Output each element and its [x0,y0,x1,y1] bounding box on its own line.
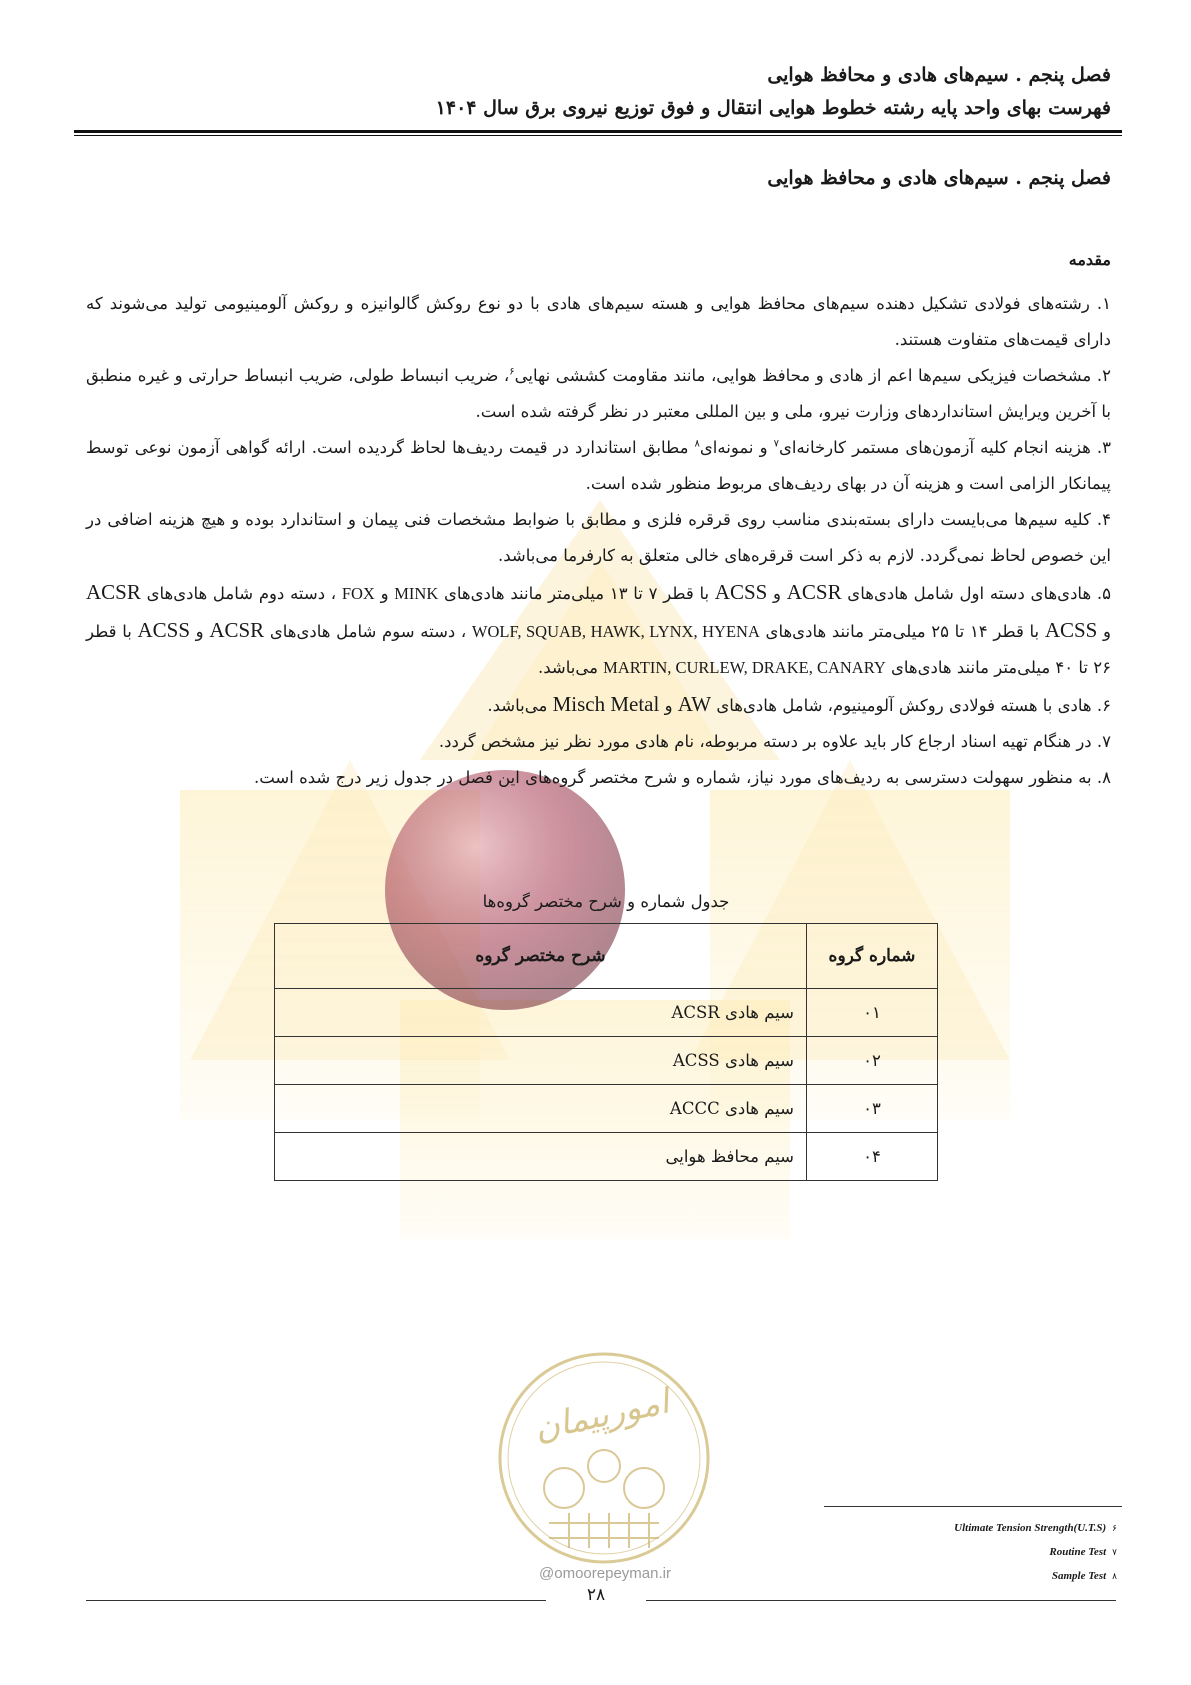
chapter-title: فصل پنجم . سیم‌های هادی و محافظ هوایی [767,167,1111,189]
intro-heading: مقدمه [1068,250,1111,269]
running-header-title: فهرست بهای واحد پایه رشته خطوط هوایی انتقال و فوق توزیع نیروی برق سال ۱۴۰۴ [435,97,1111,119]
footnote-rule [824,1506,1122,1507]
group-number: ۰۳ [807,1085,938,1133]
paragraph-2: ۲. مشخصات فیزیکی سیم‌ها اعم از هادی و محافظ هوایی، مانند مقاومت کششی نهایی$^۶$، ضریب انبساط طولی، ضریب انبساط حرارتی و غیره منطبق با آخرین ویرایش استانداردهای وزارت نیرو، ملی و بین المللی معتبر در نظر گرفته شده است. [86,366,1111,421]
footnote: Ultimate Tension Strength(U.T.S) ۶ [954,1522,1117,1534]
intro-paragraphs [86,286,1111,796]
table-row [275,1085,938,1133]
table-row [275,1037,938,1085]
paragraph-6: ۶. هادی با هسته فولادی روکش آلومینیوم، شامل هادی‌های AW و Misch Metal می‌باشد. [487,692,1111,716]
footer-rule-right [646,1600,1116,1601]
page-number: ۲۸ [586,1585,606,1605]
table-row [275,989,938,1037]
header-rule-thick [74,130,1122,133]
group-description: سیم محافظ هوایی [275,1133,807,1181]
footer-rule-left [86,1600,546,1601]
footnote-ref: ۶ [509,366,515,378]
paragraph-1: ۱. رشته‌های فولادی تشکیل دهنده سیم‌های محافظ هوایی و هسته سیم‌های هادی با دو نوع روکش گالوانیزه و روکش آلومینیومی تولید می‌شوند که دارای قیمت‌های متفاوت هستند. [86,294,1111,349]
table-row [275,1133,938,1181]
footnote-ref: ۷ [773,438,780,450]
group-number: ۰۲ [807,1037,938,1085]
header-rule-thin [74,135,1122,136]
footnotes [954,1516,1117,1588]
running-header-chapter: فصل پنجم . سیم‌های هادی و محافظ هوایی [767,64,1111,86]
paragraph-5: ۵. هادی‌های دسته اول شامل هادی‌های ACSR و ACSS با قطر ۷ تا ۱۳ میلی‌متر مانند هادی‌های MINK و FOX ، دسته دوم شامل هادی‌های ACSR و ACSS با قطر ۱۴ تا ۲۵ میلی‌متر مانند هادی‌های WOLF, SQUAB, HAWK, LYNX, HYENA ، دسته سوم شامل هادی‌های ACSR و ACSS با قطر ۲۶ تا ۴۰ میلی‌متر مانند هادی‌های MARTIN, CURLEW, DRAKE, CANARY می‌باشد. [86,580,1112,677]
group-description: سیم هادی ACSR [275,989,807,1037]
logo-url: @omoorepeyman.ir [539,1565,671,1582]
svg-text:امورپیمان: امورپیمان [530,1381,673,1449]
paragraph-4: ۴. کلیه سیم‌ها می‌بایست دارای بسته‌بندی مناسب روی قرقره فلزی و مطابق با ضوابط مشخصات فنی پیمان و استاندارد بوده و هیچ هزینه اضافی در این خصوص لحاظ نمی‌گردد. لازم به ذکر است قرقره‌های خالی متعلق به کارفرما می‌باشد. [86,510,1111,565]
footnote-ref: ۸ [694,438,700,450]
paragraph-7: ۷. در هنگام تهیه اسناد ارجاع کار باید علاوه بر دسته مربوطه، نام هادی مورد نظر نیز مشخص گردد. [438,732,1111,751]
group-description: سیم هادی ACCC [275,1085,807,1133]
paragraph-3: ۳. هزینه انجام کلیه آزمون‌های مستمر کارخانه‌ای$^۷$ و نمونه‌ای$^۸$ مطابق استاندارد در قیمت ردیف‌ها لحاظ گردیده است. ارائه گواهی آزمون نوعی توسط پیمانکار الزامی است و هزینه آن در بهای ردیف‌های مربوط منظور شده است. [86,438,1111,493]
table-caption: جدول شماره و شرح مختصر گروه‌ها [482,892,730,911]
group-table [274,923,938,1181]
omoorepeyman-logo [494,1348,714,1568]
header-group-description: شرح مختصر گروه [275,924,807,989]
paragraph-8: ۸. به منظور سهولت دسترسی به ردیف‌های مورد نیاز، شماره و شرح مختصر گروه‌های این فصل در جدول زیر درج شده است. [253,768,1111,787]
header-group-number: شماره گروه [807,924,938,989]
footnote: Routine Test ۷ [1049,1546,1117,1558]
group-number: ۰۱ [807,989,938,1037]
footnote: Sample Test ۸ [1051,1570,1117,1582]
group-number: ۰۴ [807,1133,938,1181]
table-header-row [275,924,938,989]
group-description: سیم هادی ACSS [275,1037,807,1085]
